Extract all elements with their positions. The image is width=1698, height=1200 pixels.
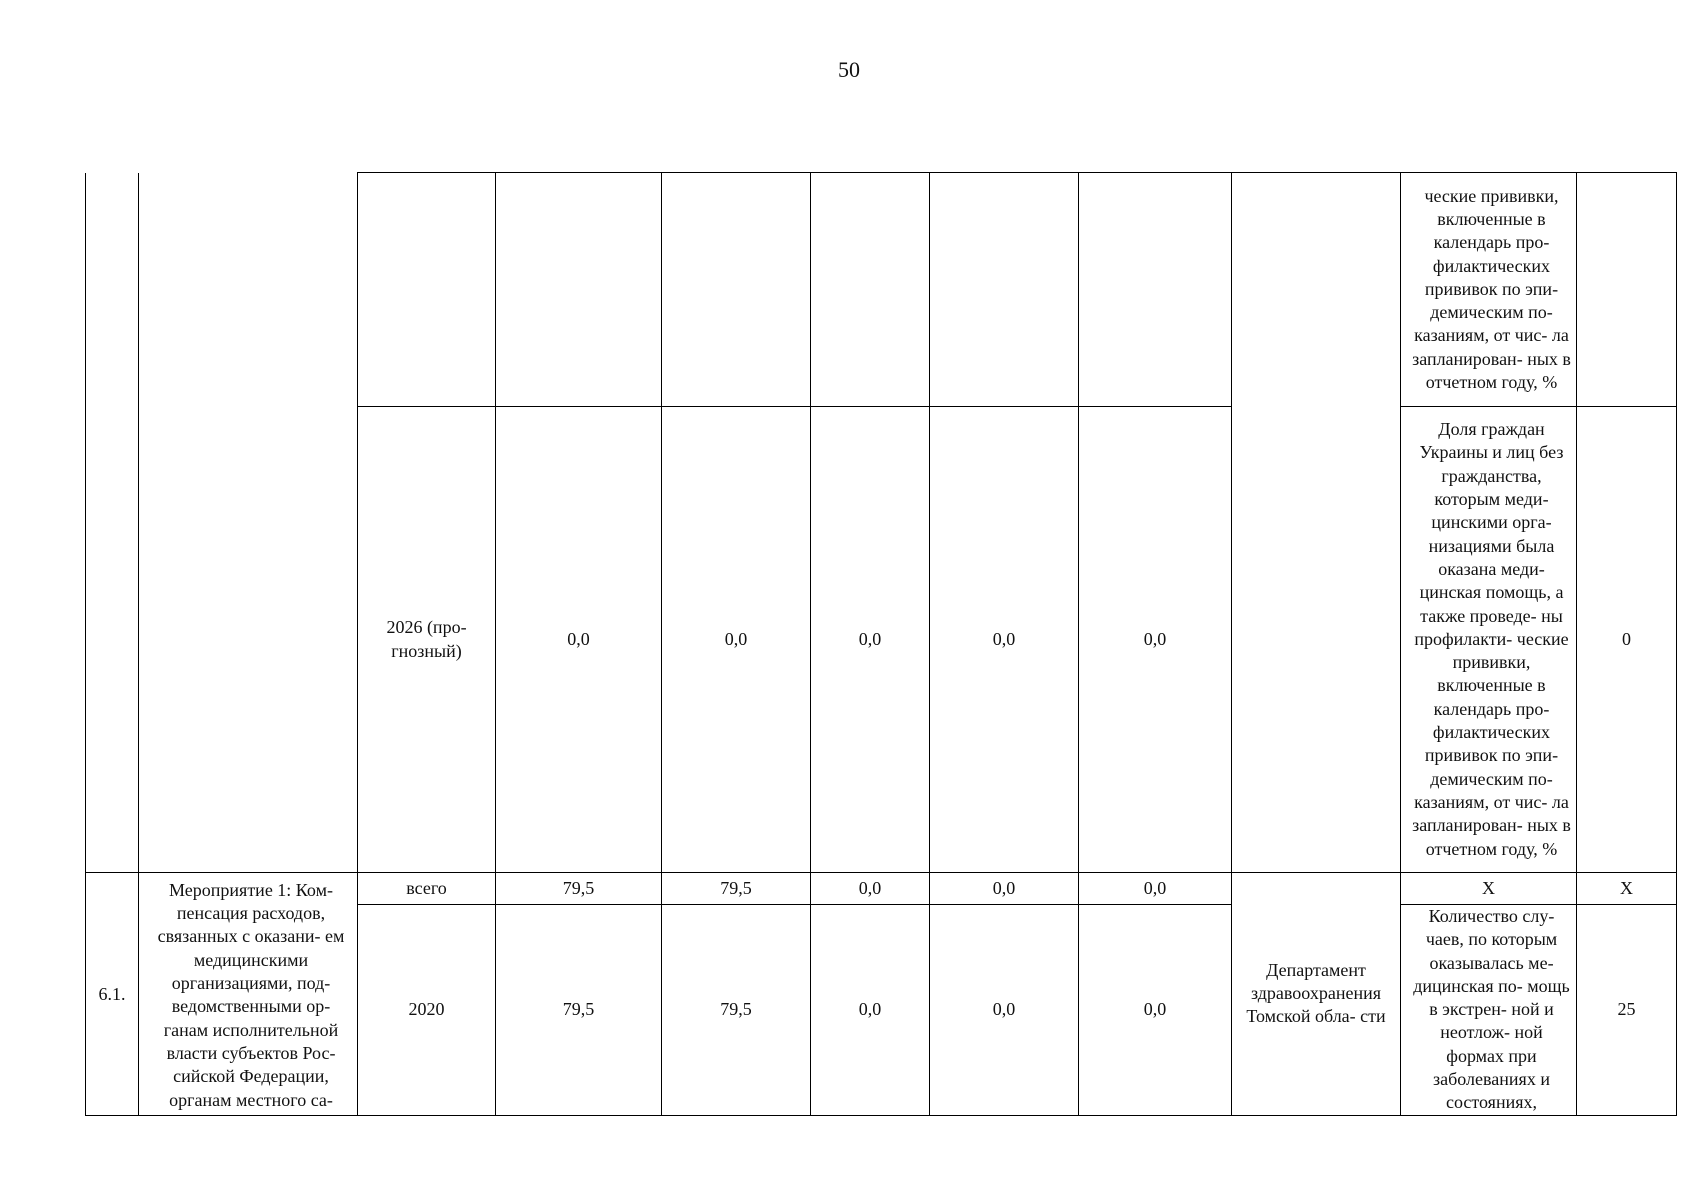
cell-amount-regional: 0,0 bbox=[811, 873, 930, 905]
cell-year: 2026 (про- гнозный) bbox=[358, 407, 496, 873]
cell-amount-total bbox=[496, 173, 662, 407]
cell-indicator: Количество слу- чаев, по которым оказывалась ме- дицинская по- мощь в экстрен- ной и неотлож- ной формах при заболеваниях и состояниях, bbox=[1401, 905, 1577, 1116]
cell-amount-other: 0,0 bbox=[1079, 905, 1232, 1116]
cell-amount-total: 0,0 bbox=[496, 407, 662, 873]
cell-name-continued bbox=[139, 173, 358, 873]
cell-amount-federal bbox=[662, 173, 811, 407]
cell-amount-other: 0,0 bbox=[1079, 873, 1232, 905]
cell-amount-local bbox=[930, 173, 1079, 407]
cell-year bbox=[358, 173, 496, 407]
cell-indicator-value: Х bbox=[1577, 873, 1677, 905]
cell-amount-other: 0,0 bbox=[1079, 407, 1232, 873]
cell-amount-total: 79,5 bbox=[496, 873, 662, 905]
cell-amount-regional: 0,0 bbox=[811, 905, 930, 1116]
cell-year: всего bbox=[358, 873, 496, 905]
cell-indicator: Доля граждан Украины и лиц без гражданства, которым меди- цинскими орга- низациями была оказана меди- цинская помощь, а также проведе- ны профилакти- ческие прививки, включенные в календарь про- филактических прививок по эпи- демическим по- казаниям, от чис- ла запланирован- ных в отчетном году, % bbox=[1401, 407, 1577, 873]
cell-amount-regional: 0,0 bbox=[811, 407, 930, 873]
cell-indicator: ческие прививки, включенные в календарь про- филактических прививок по эпи- демическим по- казаниям, от чис- ла запланирован- ных в отчетном году, % bbox=[1401, 173, 1577, 407]
cell-amount-federal: 79,5 bbox=[662, 905, 811, 1116]
cell-activity-name: Мероприятие 1: Ком- пенсация расходов, связанных с оказани- ем медицинскими организациями, под- ведомственными ор- ганам исполнительной власти субъектов Рос- сийской Федерации, органам местного са- bbox=[139, 873, 358, 1116]
cell-indicator: Х bbox=[1401, 873, 1577, 905]
cell-indicator-value bbox=[1577, 173, 1677, 407]
cell-amount-local: 0,0 bbox=[930, 407, 1079, 873]
cell-amount-other bbox=[1079, 173, 1232, 407]
cell-executor-continued bbox=[1232, 173, 1401, 873]
cell-year: 2020 bbox=[358, 905, 496, 1116]
cell-executor: Департамент здравоохранения Томской обла- сти bbox=[1232, 873, 1401, 1116]
page-number: 50 bbox=[838, 57, 860, 82]
program-table bbox=[85, 172, 1677, 1116]
cell-amount-local: 0,0 bbox=[930, 905, 1079, 1116]
table-row-activity-total bbox=[86, 873, 1677, 905]
cell-amount-total: 79,5 bbox=[496, 905, 662, 1116]
cell-number: 6.1. bbox=[86, 873, 139, 1116]
cell-number-continued bbox=[86, 173, 139, 873]
cell-indicator-value: 0 bbox=[1577, 407, 1677, 873]
table-row-continued bbox=[86, 173, 1677, 407]
cell-amount-local: 0,0 bbox=[930, 873, 1079, 905]
cell-amount-federal: 0,0 bbox=[662, 407, 811, 873]
cell-indicator-value: 25 bbox=[1577, 905, 1677, 1116]
cell-amount-regional bbox=[811, 173, 930, 407]
cell-amount-federal: 79,5 bbox=[662, 873, 811, 905]
